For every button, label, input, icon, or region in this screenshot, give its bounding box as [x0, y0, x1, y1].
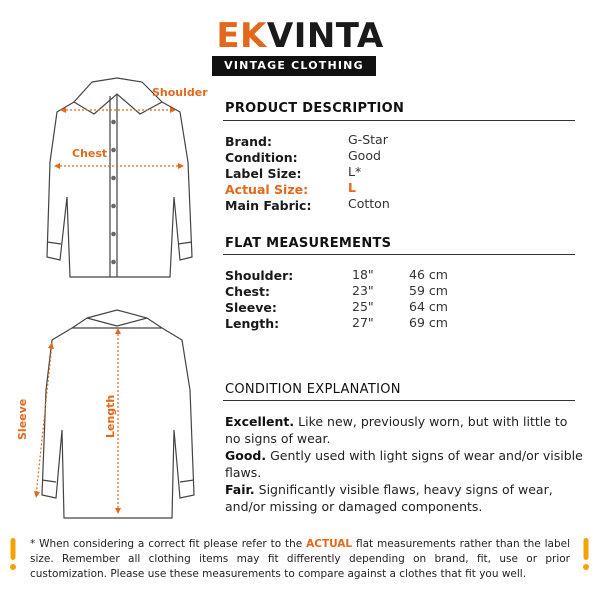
shirt-back-diagram [22, 300, 212, 520]
label-size-value: L* [348, 164, 362, 179]
actual-size-label: Actual Size: [225, 182, 309, 197]
chest-inches: 23" [352, 283, 374, 298]
main-fabric-label: Main Fabric: [225, 198, 312, 213]
condition-excellent [225, 413, 585, 447]
length-label: Length [104, 394, 117, 438]
shoulder-measure-label: Shoulder: [225, 268, 294, 283]
condition-fair [225, 481, 585, 515]
divider [223, 120, 575, 121]
shoulder-label: Shoulder [152, 86, 208, 99]
logo-tagline: VINTAGE CLOTHING [212, 56, 376, 76]
brand-logo [212, 18, 388, 54]
exclamation-icon [581, 538, 591, 572]
logo-part-vinta: VINTA [266, 16, 384, 56]
sleeve-inches: 25" [352, 299, 374, 314]
condition-explanation-heading: CONDITION EXPLANATION [225, 382, 401, 397]
brand-value: G-Star [348, 132, 388, 147]
sleeve-cm: 64 cm [409, 299, 448, 314]
main-fabric-value: Cotton [348, 196, 390, 211]
exclamation-icon [8, 538, 18, 572]
sleeve-label: Sleeve [16, 398, 29, 440]
condition-label: Condition: [225, 150, 298, 165]
label-size-label: Label Size: [225, 166, 302, 181]
chest-cm: 59 cm [409, 283, 448, 298]
brand-label: Brand: [225, 134, 272, 149]
logo-part-ek: EK [216, 16, 267, 56]
actual-size-value: L [348, 180, 356, 195]
condition-text: Like new, previously worn, but with little to no signs of wear. [225, 414, 568, 446]
disclaimer-text: * When considering a correct fit please refer to the [30, 538, 307, 550]
chest-label: Chest [72, 147, 108, 160]
divider [223, 254, 575, 255]
shoulder-cm: 46 cm [409, 267, 448, 282]
condition-text: Significantly visible flaws, heavy signs of wear, and/or missing or damaged components. [225, 482, 553, 514]
condition-term: Good. [225, 448, 267, 463]
condition-term: Excellent. [225, 414, 295, 429]
flat-measurements-heading: FLAT MEASUREMENTS [225, 236, 392, 251]
disclaimer-highlight: ACTUAL [306, 538, 353, 550]
fit-disclaimer [30, 537, 570, 582]
shoulder-inches: 18" [352, 267, 374, 282]
condition-text: Gently used with light signs of wear and/or visible flaws. [225, 448, 583, 480]
length-inches: 27" [352, 315, 374, 330]
length-measure-label: Length: [225, 316, 280, 331]
sleeve-measure-label: Sleeve: [225, 300, 277, 315]
shirt-front-diagram [22, 72, 212, 282]
condition-value: Good [348, 148, 381, 163]
condition-good [225, 447, 585, 481]
product-description-heading: PRODUCT DESCRIPTION [225, 101, 405, 116]
divider [223, 400, 575, 401]
chest-measure-label: Chest: [225, 284, 270, 299]
length-cm: 69 cm [409, 315, 448, 330]
condition-term: Fair. [225, 482, 255, 497]
disclaimer-text: flat measurements rather than the label size. Remember all clothing items may fit differently depending on brand, fit, use or prior customization. Please use these measurements to compare against a clothes that fit you well. [30, 538, 570, 580]
